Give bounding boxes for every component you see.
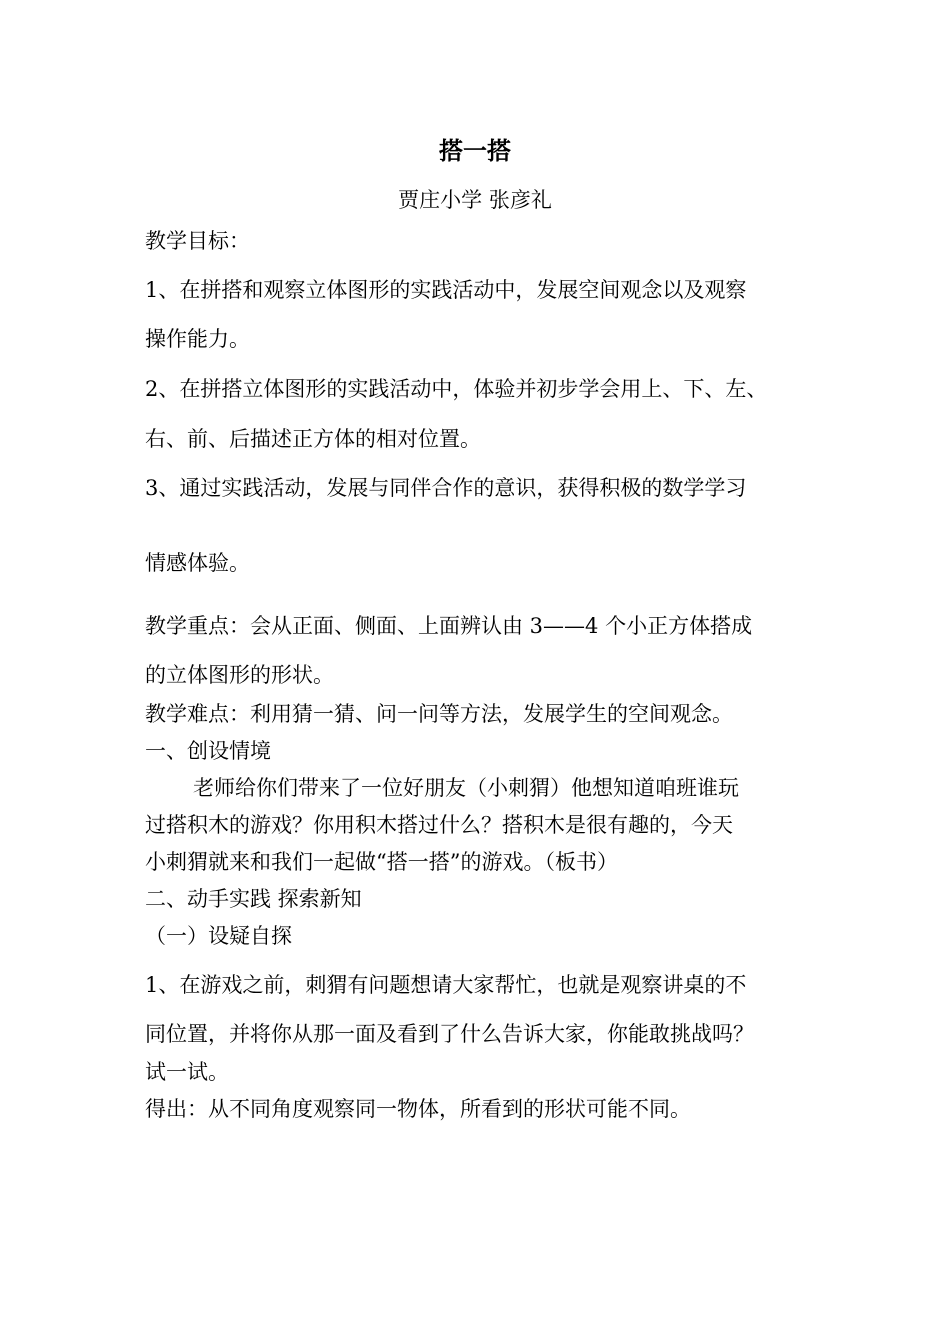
objective-2-line-1: 2、在拼搭立体图形的实践活动中，体验并初步学会用上、下、左、 (145, 377, 768, 401)
subsection-heading-1: （一）设疑自探 (145, 924, 292, 948)
objective-2-line-2: 右、前、后描述正方体的相对位置。 (145, 427, 481, 451)
objective-1-line-2: 操作能力。 (145, 327, 250, 351)
objective-1-line-1: 1、在拼搭和观察立体图形的实践活动中，发展空间观念以及观察 (145, 278, 747, 302)
key-point-line-2: 的立体图形的形状。 (145, 663, 334, 687)
paragraph-2-line-1: 1、在游戏之前，刺猬有问题想请大家帮忙，也就是观察讲桌的不 (145, 973, 747, 997)
paragraph-1-line-3: 小刺猬就来和我们一起做“搭一搭”的游戏。（板书） (145, 850, 618, 874)
document-title: 搭一搭 (439, 137, 511, 165)
objective-3-line-2: 情感体验。 (145, 551, 250, 575)
paragraph-1-line-1: 老师给你们带来了一位好朋友（小刺猬）他想知道咱班谁玩 (193, 776, 739, 800)
key-point-line-1: 教学重点：会从正面、侧面、上面辨认由 3——4 个小正方体搭成 (145, 614, 753, 638)
section-heading-objectives: 教学目标： (145, 229, 250, 253)
document-author: 贾庄小学 张彦礼 (398, 188, 552, 212)
paragraph-2-line-2: 同位置，并将你从那一面及看到了什么告诉大家，你能敢挑战吗？ (145, 1022, 754, 1046)
objective-3-line-1: 3、通过实践活动，发展与同伴合作的意识，获得积极的数学学习 (145, 476, 747, 500)
section-heading-2: 二、动手实践 探索新知 (145, 887, 362, 911)
difficulty-line: 教学难点：利用猜一猜、问一问等方法，发展学生的空间观念。 (145, 702, 733, 726)
paragraph-2-line-3: 试一试。 (145, 1060, 229, 1084)
section-heading-1: 一、创设情境 (145, 739, 271, 763)
paragraph-1-line-2: 过搭积木的游戏？你用积木搭过什么？搭积木是很有趣的，今天 (145, 813, 733, 837)
conclusion-line: 得出：从不同角度观察同一物体，所看到的形状可能不同。 (145, 1097, 691, 1121)
